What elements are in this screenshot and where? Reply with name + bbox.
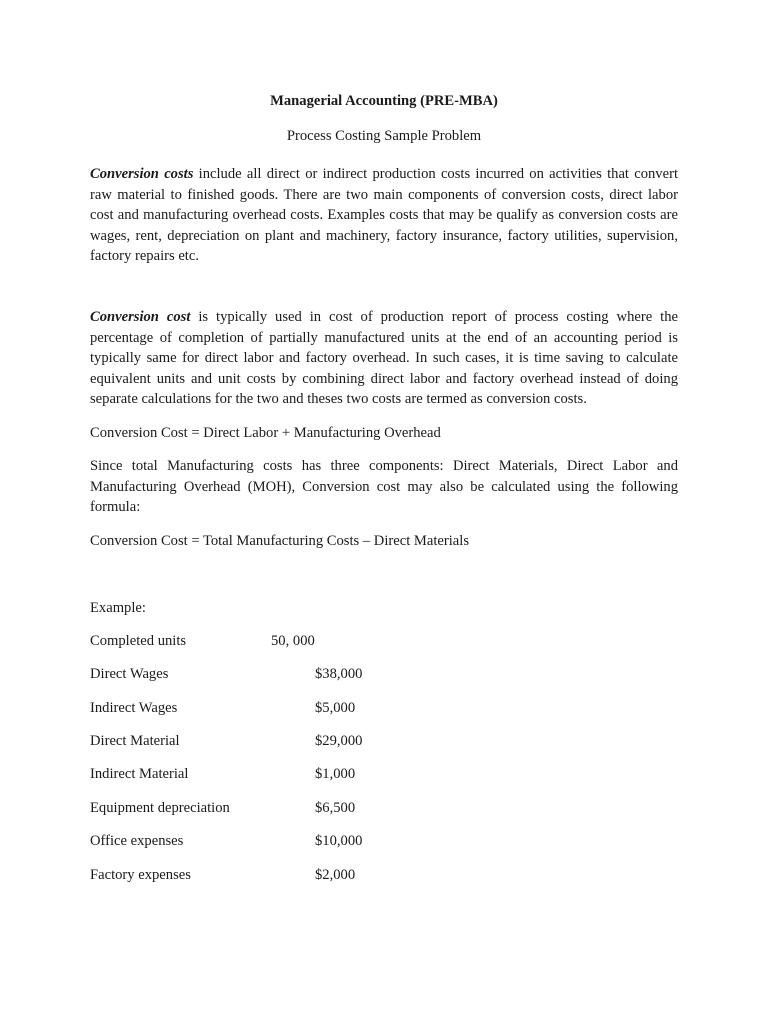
example-row-value: $6,500 xyxy=(315,800,356,816)
example-row xyxy=(90,867,490,887)
example-row xyxy=(90,633,490,653)
example-row-value: $1,000 xyxy=(315,766,356,782)
document-subtitle: Process Costing Sample Problem xyxy=(286,128,482,144)
example-row-value: $10,000 xyxy=(315,833,363,849)
example-row-value: $2,000 xyxy=(315,867,356,883)
example-row-label: Indirect Material xyxy=(90,766,189,782)
example-row-value: $38,000 xyxy=(315,666,363,682)
example-row xyxy=(90,800,490,820)
paragraph-text: include all direct or indirect production costs incurred on activities that convert raw material to finished goods. There are two main components of conversion costs, direct labor cost and manufacturing overhead costs. Examples costs that may be qualify as conversion costs are wages, rent, depreciation on plant and machinery, factory insurance, factory utilities, supervision, factory repairs etc. xyxy=(90,166,679,265)
example-row-value: $5,000 xyxy=(315,700,356,716)
document-title: Managerial Accounting (PRE-MBA) xyxy=(270,93,498,109)
example-row xyxy=(90,766,490,786)
example-row-label: Factory expenses xyxy=(90,867,191,883)
example-row xyxy=(90,733,490,753)
example-row-label: Equipment depreciation xyxy=(90,800,230,816)
example-row xyxy=(90,700,490,720)
example-row-label: Office expenses xyxy=(90,833,184,849)
example-row-label: Indirect Wages xyxy=(90,700,178,716)
example-row xyxy=(90,666,490,686)
example-row xyxy=(90,833,490,853)
formula-total-minus-materials: Conversion Cost = Total Manufacturing Costs – Direct Materials xyxy=(90,533,470,549)
paragraph-text: is typically used in cost of production report of process costing where the percentage of completion of partially manufactured units at the end of an accounting period is typically same for direct labor and factory overhead. In such cases, it is time saving to calculate equivalent units and unit costs by combining direct labor and factory overhead instead of doing separate calculations for the two and theses two costs are termed as conversion costs. xyxy=(90,309,678,408)
paragraph-manufacturing-costs: Since total Manufacturing costs has three components: Direct Materials, Direct Labor and Manufacturing Overhead (MOH), Conversion cost may also be calculated using the following formula: xyxy=(90,458,678,516)
example-row-label: Completed units xyxy=(90,633,187,649)
example-row-value: $29,000 xyxy=(315,733,363,749)
term-conversion-cost: Conversion cost xyxy=(90,309,191,325)
paragraph-conversion-costs xyxy=(90,164,678,267)
formula-direct-labor-overhead: Conversion Cost = Direct Labor + Manufacturing Overhead xyxy=(90,425,441,441)
example-row-value: 50, 000 xyxy=(271,633,315,649)
example-row-label: Direct Material xyxy=(90,733,180,749)
term-conversion-costs: Conversion costs xyxy=(90,166,194,182)
example-row-label: Direct Wages xyxy=(90,666,169,682)
paragraph-conversion-cost xyxy=(90,307,678,410)
example-heading: Example: xyxy=(90,600,146,616)
